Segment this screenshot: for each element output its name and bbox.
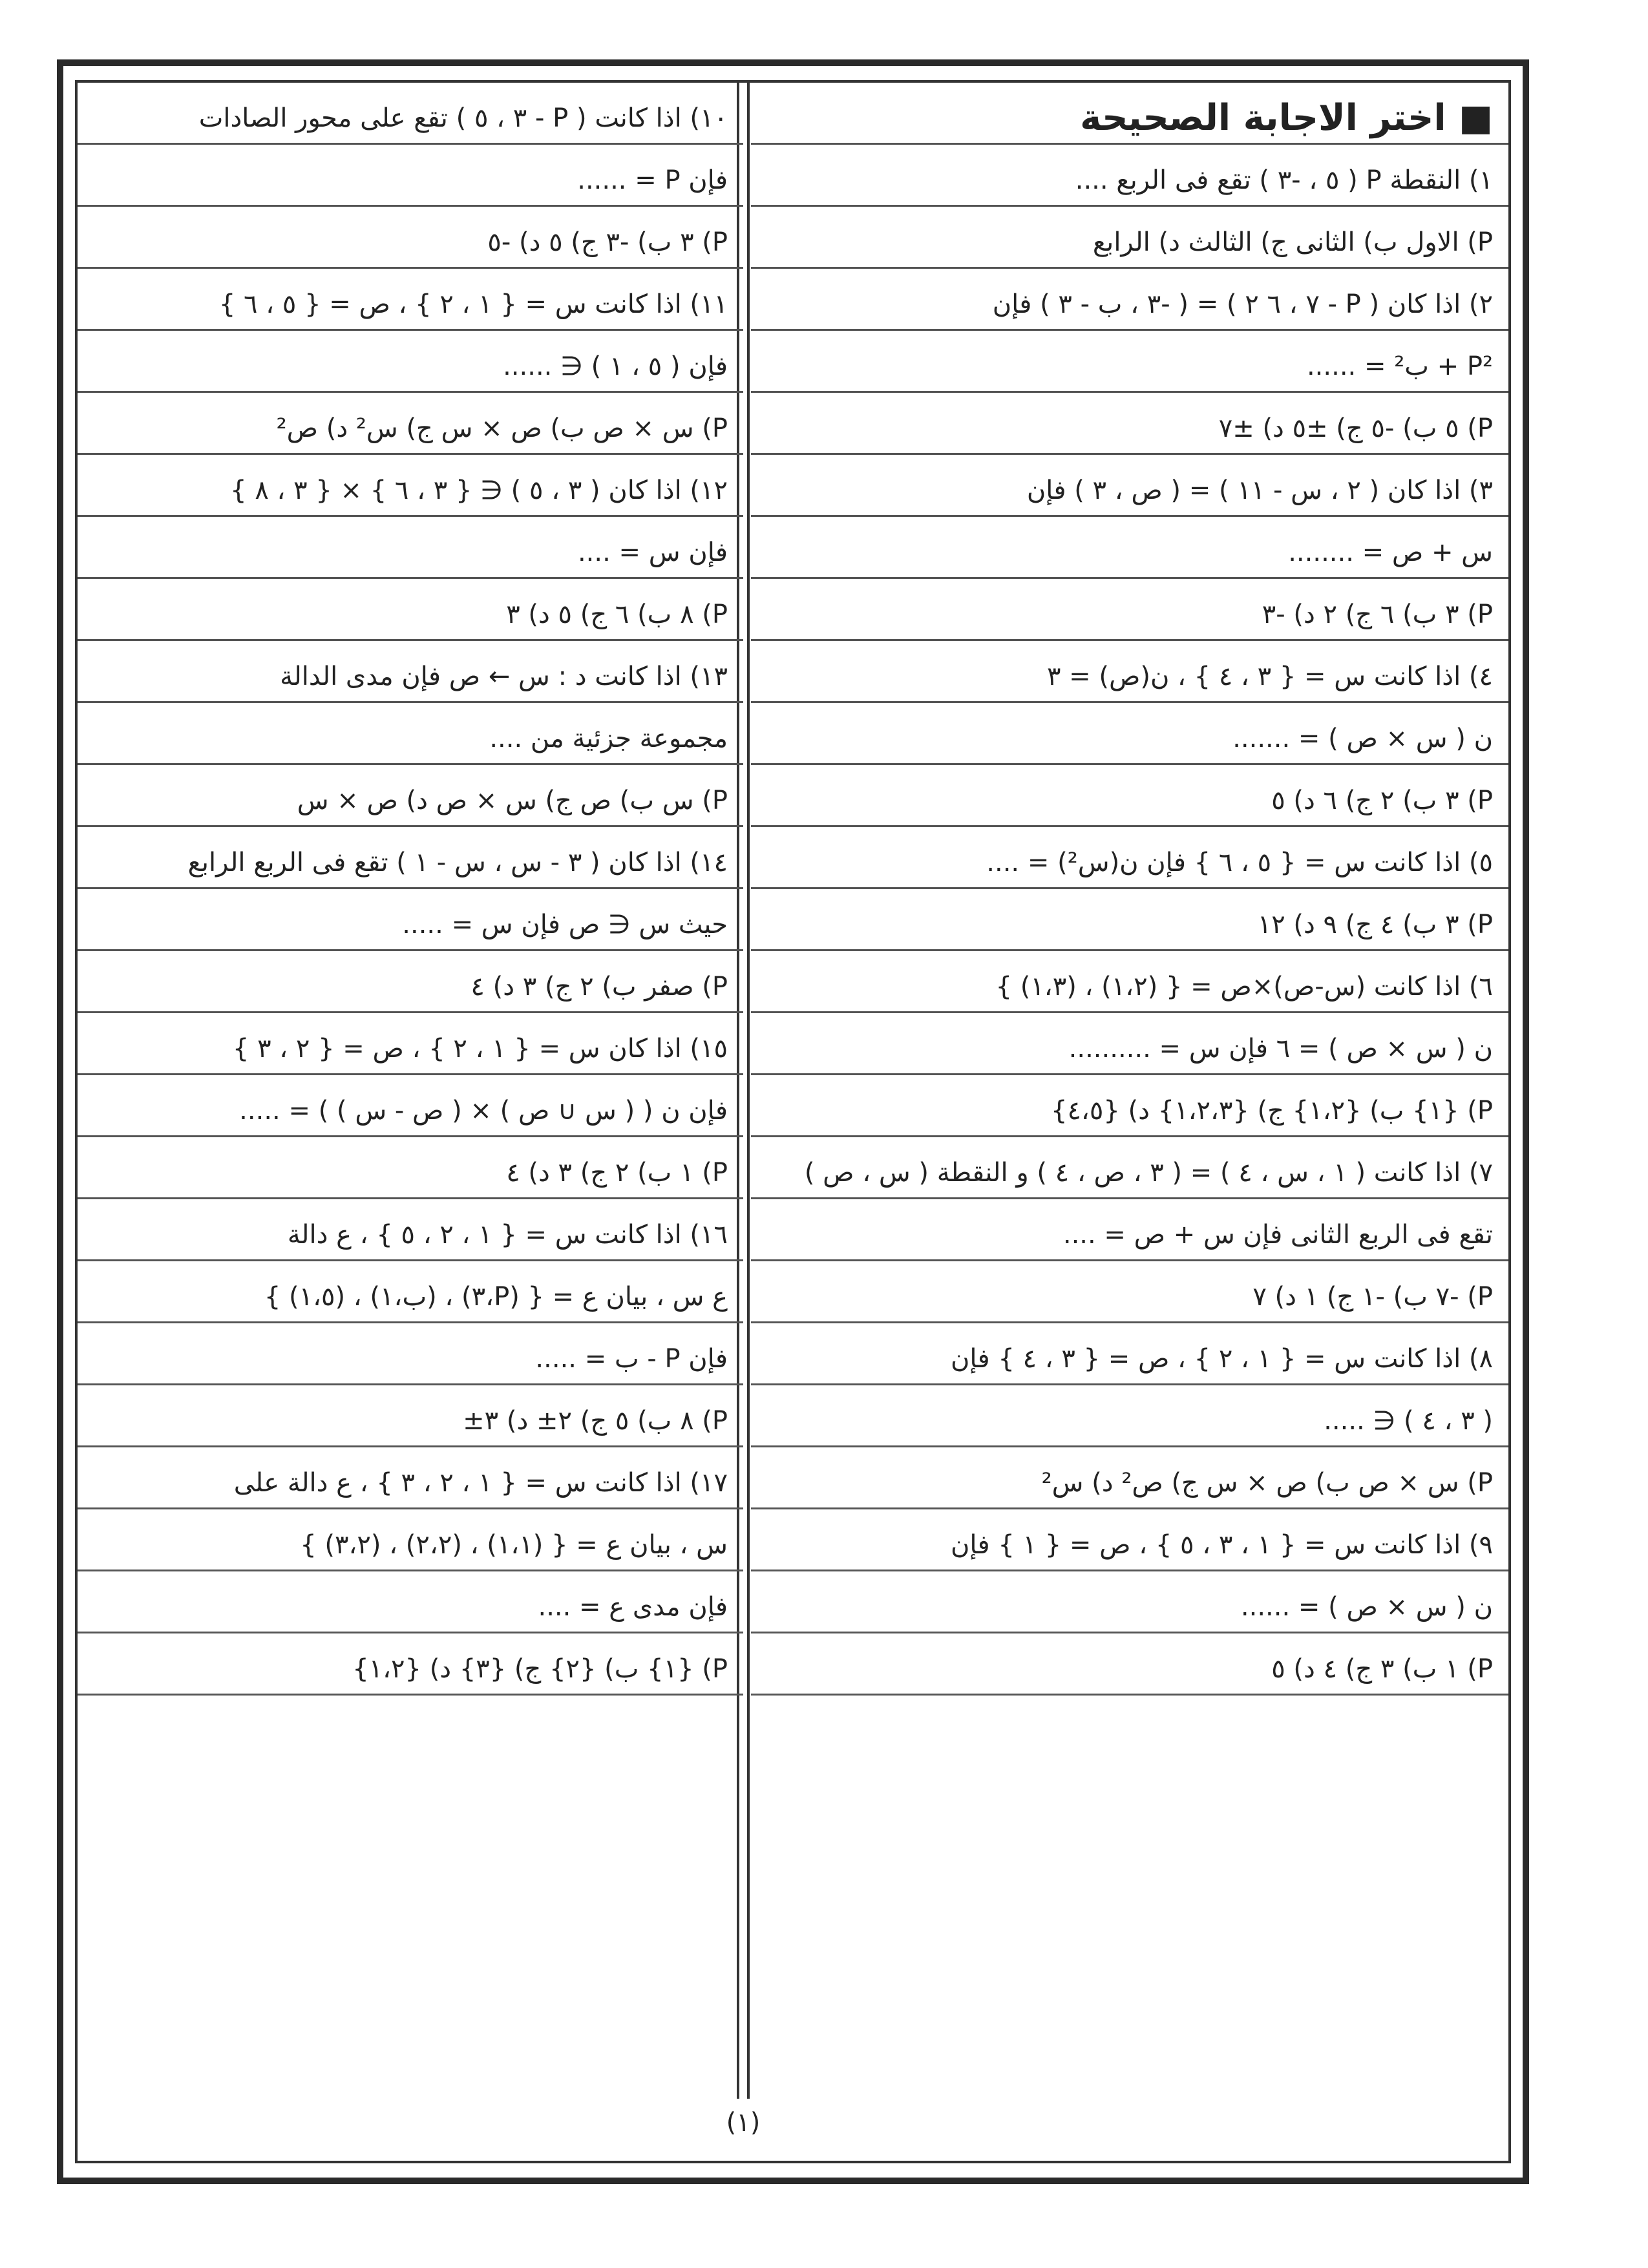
question-15-options: P) ١ ب) ٢ ج) ٣ د) ٤ bbox=[78, 1137, 743, 1199]
question-13: ١٣) اذا كانت د : س ← ص فإن مدى الدالة bbox=[78, 641, 743, 703]
section-title: ■ اختر الاجابة الصحيحة bbox=[751, 83, 1508, 145]
question-16: ١٦) اذا كانت س = { ١ ، ٢ ، ٥ } ، ع دالة bbox=[78, 1199, 743, 1261]
question-6-cont: ن ( س × ص ) = ٦ فإن س = .......... bbox=[751, 1013, 1508, 1075]
question-16-options: P) ٨ ب) ٥ ج) ٢± د) ٣± bbox=[78, 1385, 743, 1447]
question-4: ٤) اذا كانت س = { ٣ ، ٤ } ، ن(ص) = ٣ bbox=[751, 641, 1508, 703]
question-7: ٧) اذا كانت ( ١ ، س ، ٤ ) = ( ٣ ، ص ، ٤ ) و النقطة ( س ، ص ) bbox=[751, 1137, 1508, 1199]
question-1-options: P) الاول ب) الثانى ج) الثالث د) الرابع bbox=[751, 207, 1508, 269]
question-13-options: P) س ب) ص ج) س × ص د) ص × س bbox=[78, 765, 743, 827]
question-5: ٥) اذا كانت س = { ٥ ، ٦ } فإن ن(س²) = .... bbox=[751, 827, 1508, 889]
question-5-options: P) ٣ ب) ٤ ج) ٩ د) ١٢ bbox=[751, 889, 1508, 951]
question-12-cont: فإن س = .... bbox=[78, 517, 743, 579]
question-11-options: P) س × ص ب) ص × س ج) س² د) ص² bbox=[78, 393, 743, 455]
question-14: ١٤) اذا كان ( ٣ - س ، س - ١ ) تقع فى الربع الرابع bbox=[78, 827, 743, 889]
question-8: ٨) اذا كانت س = { ١ ، ٢ } ، ص = { ٣ ، ٤ } فإن bbox=[751, 1323, 1508, 1385]
question-14-options: P) صفر ب) ٢ ج) ٣ د) ٤ bbox=[78, 951, 743, 1013]
question-11-cont: فإن ( ٥ ، ١ ) ∈ ...... bbox=[78, 331, 743, 393]
question-4-cont: ن ( س × ص ) = ....... bbox=[751, 703, 1508, 765]
question-7-options: P) -٧ ب) -١ ج) ١ د) ٧ bbox=[751, 1261, 1508, 1323]
question-9-options: P) ١ ب) ٣ ج) ٤ د) ٥ bbox=[751, 1633, 1508, 1696]
question-15-cont: فإن ن ( ( س ∪ ص ) × ( ص - س ) ) = ..... bbox=[78, 1075, 743, 1137]
question-6: ٦) اذا كانت (س-ص)×ص = { (١،٢) ، (١،٣) } bbox=[751, 951, 1508, 1013]
question-6-options: P) {١} ب) {١،٢} ج) {١،٢،٣} د) {٤،٥} bbox=[751, 1075, 1508, 1137]
question-3-cont: س + ص = ........ bbox=[751, 517, 1508, 579]
question-14-cont: حيث س ∈ ص فإن س = ..... bbox=[78, 889, 743, 951]
question-13-cont: مجموعة جزئية من .... bbox=[78, 703, 743, 765]
left-column bbox=[78, 83, 743, 2109]
question-2-options: P) ٥ ب) -٥ ج) ±٥ د) ±٧ bbox=[751, 393, 1508, 455]
question-3-options: P) ٣ ب) ٦ ج) ٢ د) -٣ bbox=[751, 579, 1508, 641]
question-8-options: P) س × ص ب) ص × س ج) ص² د) س² bbox=[751, 1447, 1508, 1509]
question-17-cont: س ، بيان ع = { (١،١) ، (٢،٢) ، (٣،٢) } bbox=[78, 1509, 743, 1571]
question-2-cont: P² + ب² = ...... bbox=[751, 331, 1508, 393]
question-9-cont: ن ( س × ص ) = ...... bbox=[751, 1571, 1508, 1633]
question-10: ١٠) اذا كانت ( P - ٣ ، ٥ ) تقع على محور الصادات bbox=[78, 83, 743, 145]
right-column bbox=[751, 83, 1508, 2109]
question-8-cont: ( ٣ ، ٤ ) ∈ ..... bbox=[751, 1385, 1508, 1447]
question-1: ١) النقطة P ( ٥ ، -٣ ) تقع فى الربع .... bbox=[751, 145, 1508, 207]
question-12: ١٢) اذا كان ( ٣ ، ٥ ) ∈ { ٣ ، ٦ } × { ٣ ، ٨ } bbox=[78, 455, 743, 517]
question-15: ١٥) اذا كان س = { ١ ، ٢ } ، ص = { ٢ ، ٣ } bbox=[78, 1013, 743, 1075]
question-10-cont: فإن P = ...... bbox=[78, 145, 743, 207]
question-2: ٢) اذا كان ( P - ٧ ، ٦ ٢ ) = ( -٣ ، ب - ٣ ) فإن bbox=[751, 269, 1508, 331]
column-divider-second bbox=[747, 83, 750, 2099]
question-11: ١١) اذا كانت س = { ١ ، ٢ } ، ص = { ٥ ، ٦ } bbox=[78, 269, 743, 331]
question-9: ٩) اذا كانت س = { ١ ، ٣ ، ٥ } ، ص = { ١ } فإن bbox=[751, 1509, 1508, 1571]
question-10-options: P) ٣ ب) -٣ ج) ٥ د) -٥ bbox=[78, 207, 743, 269]
question-17-cont-2: فإن مدى ع = .... bbox=[78, 1571, 743, 1633]
question-4-options: P) ٣ ب) ٢ ج) ٦ د) ٥ bbox=[751, 765, 1508, 827]
page-number: (١) bbox=[726, 2108, 761, 2137]
question-17-options: P) {١} ب) {٢} ج) {٣} د) {١،٢} bbox=[78, 1633, 743, 1696]
question-3: ٣) اذا كان ( ٢ ، س - ١١ ) = ( ص ، ٣ ) فإن bbox=[751, 455, 1508, 517]
question-17: ١٧) اذا كانت س = { ١ ، ٢ ، ٣ } ، ع دالة على bbox=[78, 1447, 743, 1509]
question-16-cont-2: فإن P - ب = ..... bbox=[78, 1323, 743, 1385]
question-12-options: P) ٨ ب) ٦ ج) ٥ د) ٣ bbox=[78, 579, 743, 641]
question-16-cont: ع س ، بيان ع = { (P،٣) ، (ب،١) ، (١،٥) } bbox=[78, 1261, 743, 1323]
question-7-cont: تقع فى الربع الثانى فإن س + ص = .... bbox=[751, 1199, 1508, 1261]
